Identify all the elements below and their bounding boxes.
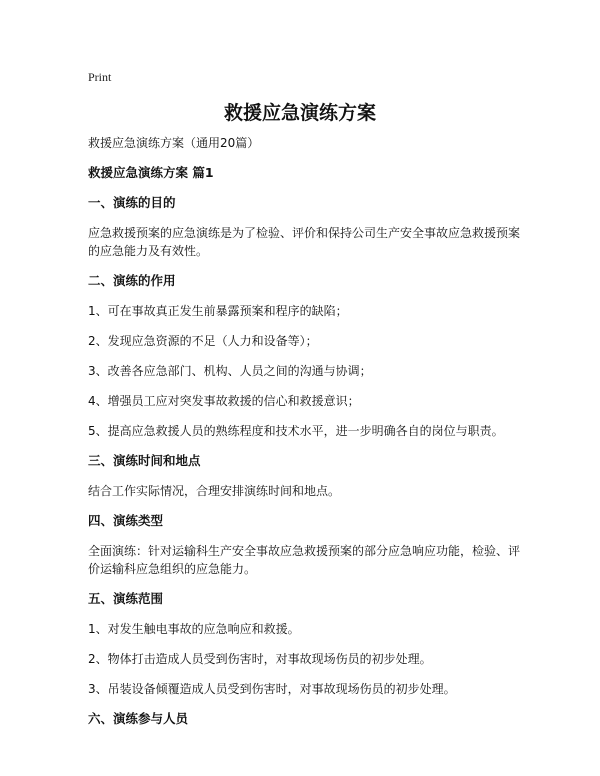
list-item: 1、对发生触电事故的应急响应和救援。	[88, 622, 300, 636]
document-subtitle: 救援应急演练方案（通用20篇）	[88, 136, 260, 150]
section-heading-participants: 六、演练参与人员	[88, 711, 189, 726]
list-item: 2、物体打击造成人员受到伤害时，对事故现场伤员的初步处理。	[88, 652, 432, 666]
list-item: 3、改善各应急部门、机构、人员之间的沟通与协调；	[88, 364, 372, 378]
section-heading-time-place: 三、演练时间和地点	[88, 453, 201, 468]
section-text-type: 全面演练：针对运输科生产安全事故应急救援预案的部分应急响应功能，检验、评价运输科应急组织的应急能力。	[88, 544, 521, 576]
section-heading-scope: 五、演练范围	[88, 591, 164, 606]
section-heading-purpose: 一、演练的目的	[88, 195, 176, 210]
list-item: 3、吊装设备倾覆造成人员受到伤害时，对事故现场伤员的初步处理。	[88, 682, 456, 696]
article-heading: 救援应急演练方案 篇1	[88, 165, 214, 180]
list-item: 4、增强员工应对突发事故救援的信心和救援意识；	[88, 394, 360, 408]
list-item: 5、提高应急救援人员的熟练程度和技术水平，进一步明确各自的岗位与职责。	[88, 424, 504, 438]
document-title: 救援应急演练方案	[223, 102, 376, 124]
list-item: 2、发现应急资源的不足（人力和设备等）；	[88, 334, 318, 348]
print-link[interactable]: Print	[88, 70, 112, 84]
section-heading-role: 二、演练的作用	[88, 273, 176, 288]
section-heading-type: 四、演练类型	[88, 513, 164, 528]
section-text-purpose: 应急救援预案的应急演练是为了检验、评价和保持公司生产安全事故应急救援预案的应急能力及有效性。	[88, 226, 521, 258]
list-item: 1、可在事故真正发生前暴露预案和程序的缺陷；	[88, 304, 348, 318]
document-body	[88, 134, 524, 740]
section-text-time-place: 结合工作实际情况，合理安排演练时间和地点。	[88, 484, 341, 498]
